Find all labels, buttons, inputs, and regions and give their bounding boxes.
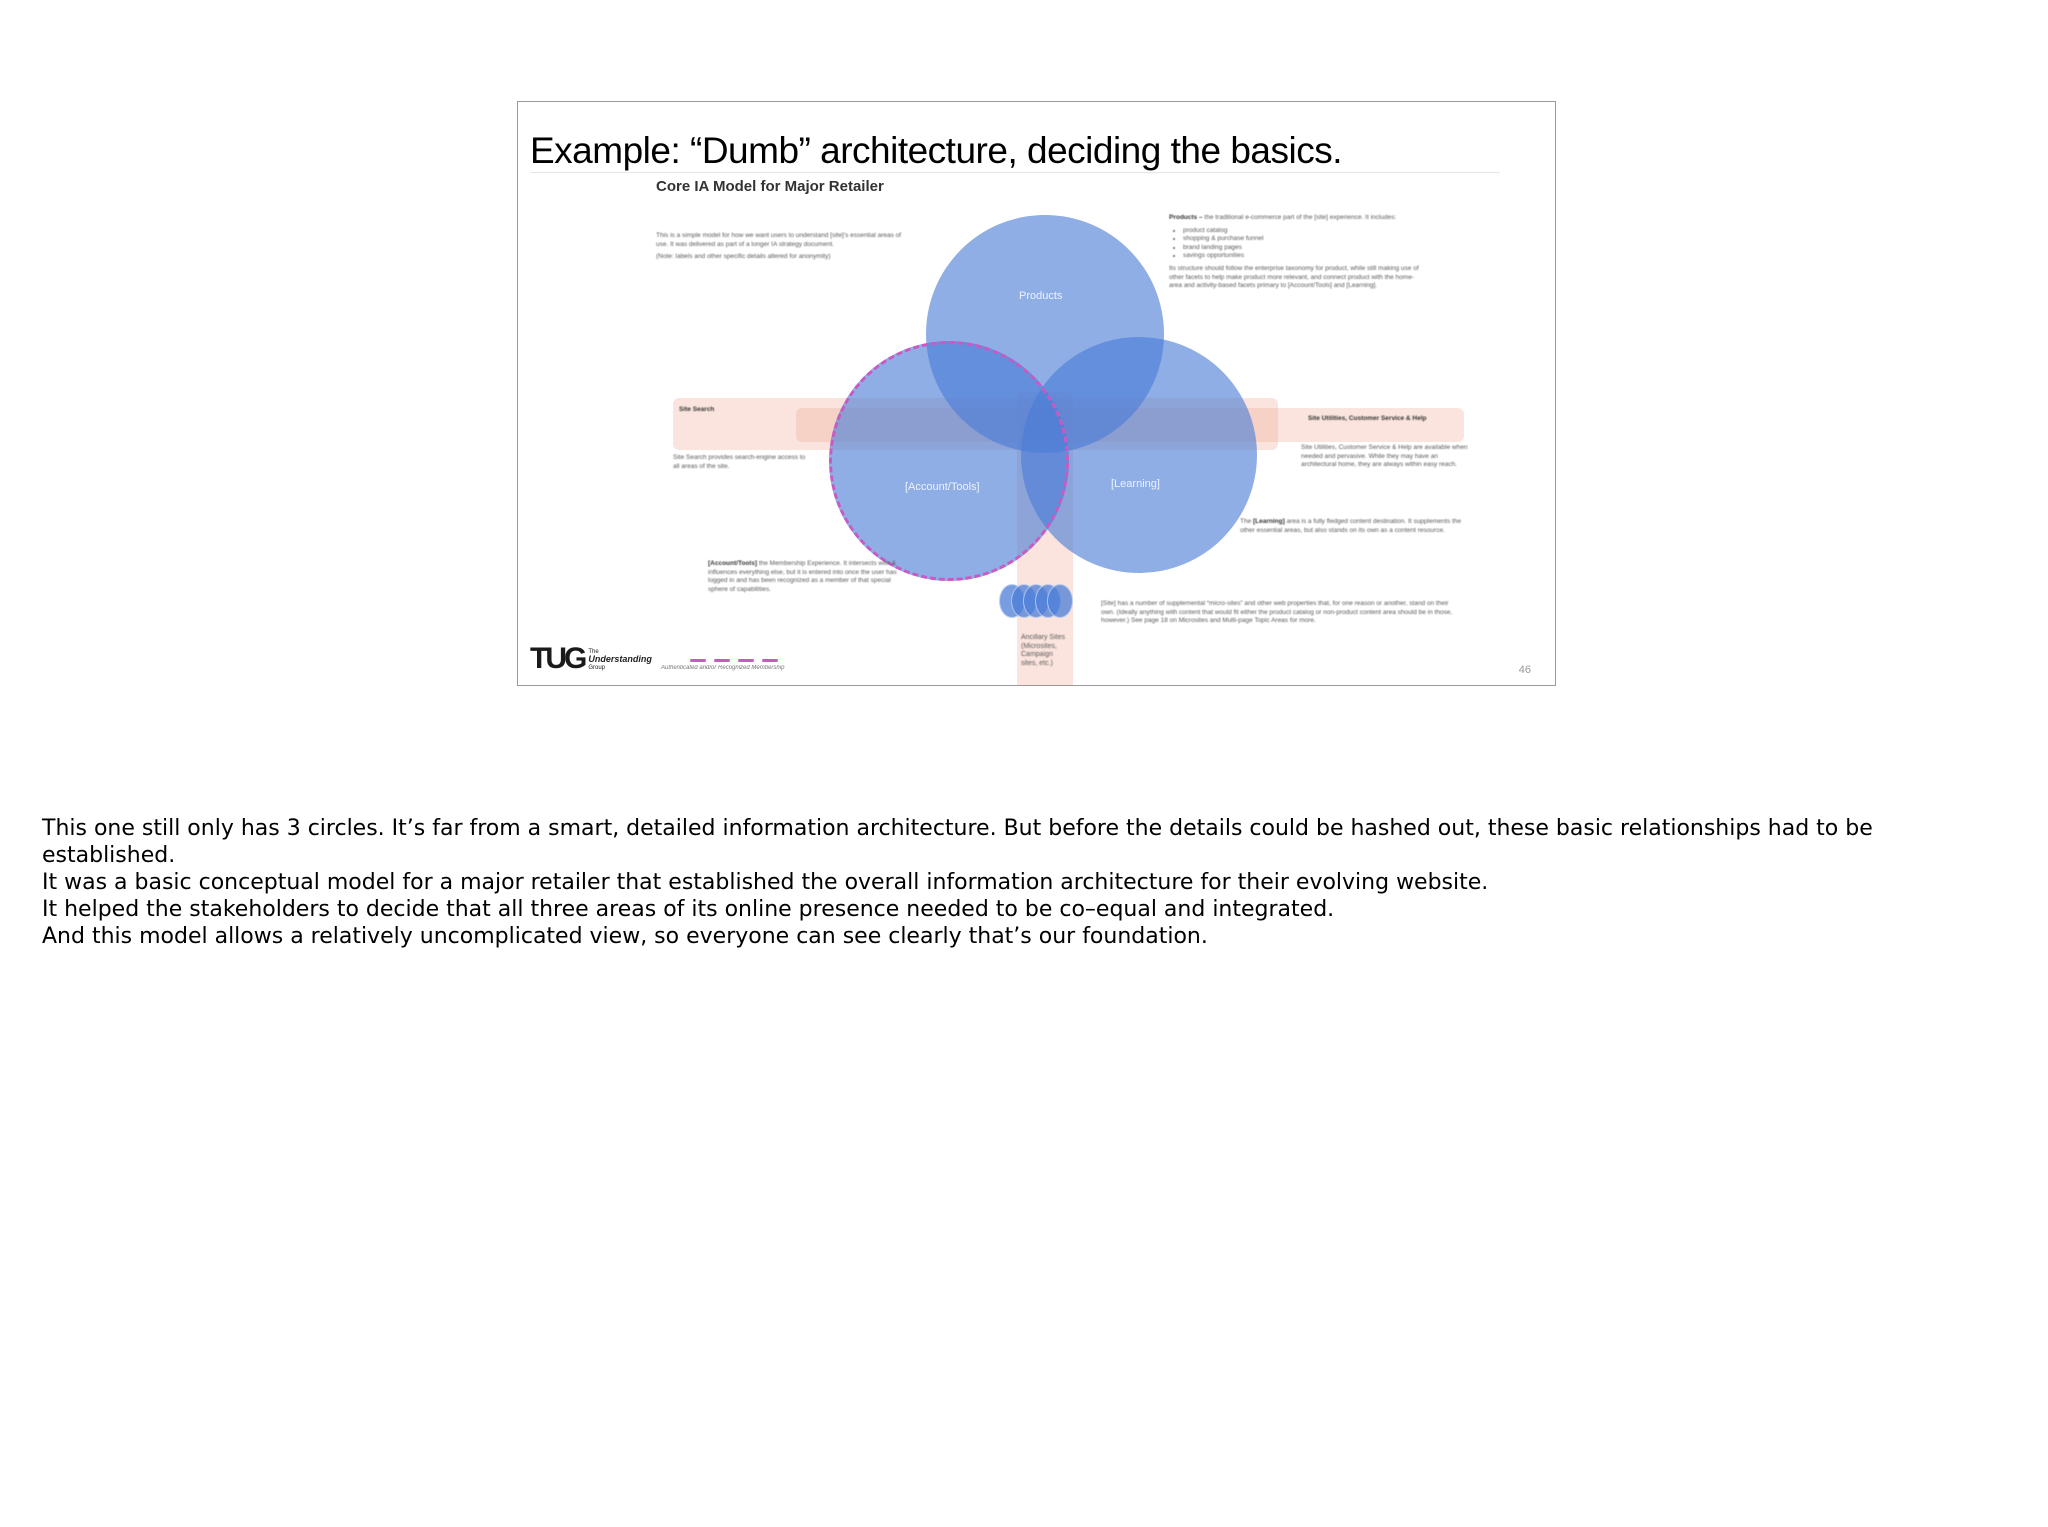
list-item: • product catalog	[1183, 227, 1424, 236]
legend-dash	[762, 659, 778, 662]
products-desc: the traditional e-commerce part of the [site] experience. It includes:	[1204, 214, 1397, 221]
site-search-desc: Site Search provides search-engine access to all areas of the site.	[673, 454, 806, 470]
products-description	[1169, 214, 1424, 295]
site-search-label	[679, 406, 714, 415]
learning-desc-prefix: The	[1240, 518, 1252, 525]
slide-title: Example: “Dumb” architecture, deciding the basics.	[530, 130, 1342, 171]
title-divider	[530, 172, 1500, 173]
products-heading: Products –	[1169, 214, 1203, 221]
tug-logo-text	[588, 649, 652, 672]
products-structure: Its structure should follow the enterprise taxonomy for product, while still making use of other facets to help make product more relevant, and connect product with the home-area and activity-based facets primary to [Account/Tools] and [Learning].	[1169, 264, 1419, 290]
ancillary-desc: [Site] has a number of supplemental “micro-sites” and other web properties that, for one reason or another, stand on their own. (Ideally anything with content that would fit either the product catalog or non-product content area should be in those, however.) See page 18 on Microsites and Multi-page Topic Areas for more.	[1101, 600, 1453, 625]
legend-dash	[738, 659, 754, 662]
diagram-intro	[656, 232, 906, 266]
tug-logo	[530, 642, 652, 675]
intro-text: This is a simple model for how we want users to understand [site]'s essential areas of use. It was delivered as part of a longer IA strategy document.	[656, 232, 902, 248]
legend-dash	[714, 659, 730, 662]
utilities-label	[1308, 415, 1426, 424]
notes-line: And this model allows a relatively uncomplicated view, so everyone can see clearly that’s our foundation.	[42, 924, 1208, 949]
ancillary-label: Ancillary Sites (Microsites, Campaign sites, etc.)	[1021, 634, 1065, 667]
legend-dash	[690, 659, 706, 662]
learning-desc-text: area is a fully fledged content destination. It supplements the other essential areas, but also stands on its own as a content resource.	[1240, 518, 1462, 534]
utilities-desc: Site Utilities, Customer Service & Help are available when needed and pervasive. While they may have an architectural home, they are always within easy reach.	[1301, 444, 1468, 469]
products-circle-label: Products	[1019, 290, 1063, 302]
learning-desc-name: [Learning]	[1253, 518, 1285, 525]
notes-line: It helped the stakeholders to decide that all three areas of its online presence needed to be co–equal and integrated.	[42, 897, 1335, 922]
logo-line-2: Understanding	[588, 654, 652, 664]
note-text: (Note: labels and other specific details altered for anonymity)	[656, 253, 831, 261]
account-desc-text: the Membership Experience. It intersects with & influences everything else, but it is entered into once the user has logged in and has been recognized as a member of that special sphere of capabilities.	[708, 560, 897, 593]
products-list	[1183, 227, 1424, 261]
speaker-notes	[42, 815, 2012, 950]
page-number: 46	[1518, 664, 1531, 676]
learning-desc	[1240, 518, 1470, 535]
site-search-label-text: Site Search	[679, 406, 715, 413]
slide-image	[517, 101, 1556, 686]
logo-line-1: The	[588, 649, 599, 655]
learning-circle-label: [Learning]	[1111, 478, 1160, 490]
account-desc-name: [Account/Tools]	[708, 560, 757, 567]
notes-line: It was a basic conceptual model for a major retailer that established the overall information architecture for their evolving website.	[42, 870, 1489, 895]
account-tools-desc	[708, 560, 903, 594]
tug-logo-mark: TUG	[530, 642, 585, 675]
notes-line: This one still only has 3 circles. It’s far from a smart, detailed information architecture. But before the details could be hashed out, these basic relationships had to be established.	[42, 816, 1873, 868]
utilities-label-text: Site Utilities, Customer Service & Help	[1308, 415, 1427, 422]
account-tools-circle	[829, 341, 1069, 581]
list-item: • brand landing pages	[1183, 244, 1424, 253]
products-intro	[1169, 214, 1424, 223]
ancillary-site-circle	[1047, 584, 1073, 618]
account-tools-circle-label: [Account/Tools]	[905, 481, 980, 493]
diagram-title: Core IA Model for Major Retailer	[656, 178, 884, 195]
legend-label: Authenticated and/or Recognized Membership	[661, 665, 785, 671]
logo-line-3: Group	[588, 665, 606, 671]
list-item: • shopping & purchase funnel	[1183, 235, 1424, 244]
list-item: • savings opportunities	[1183, 252, 1424, 261]
